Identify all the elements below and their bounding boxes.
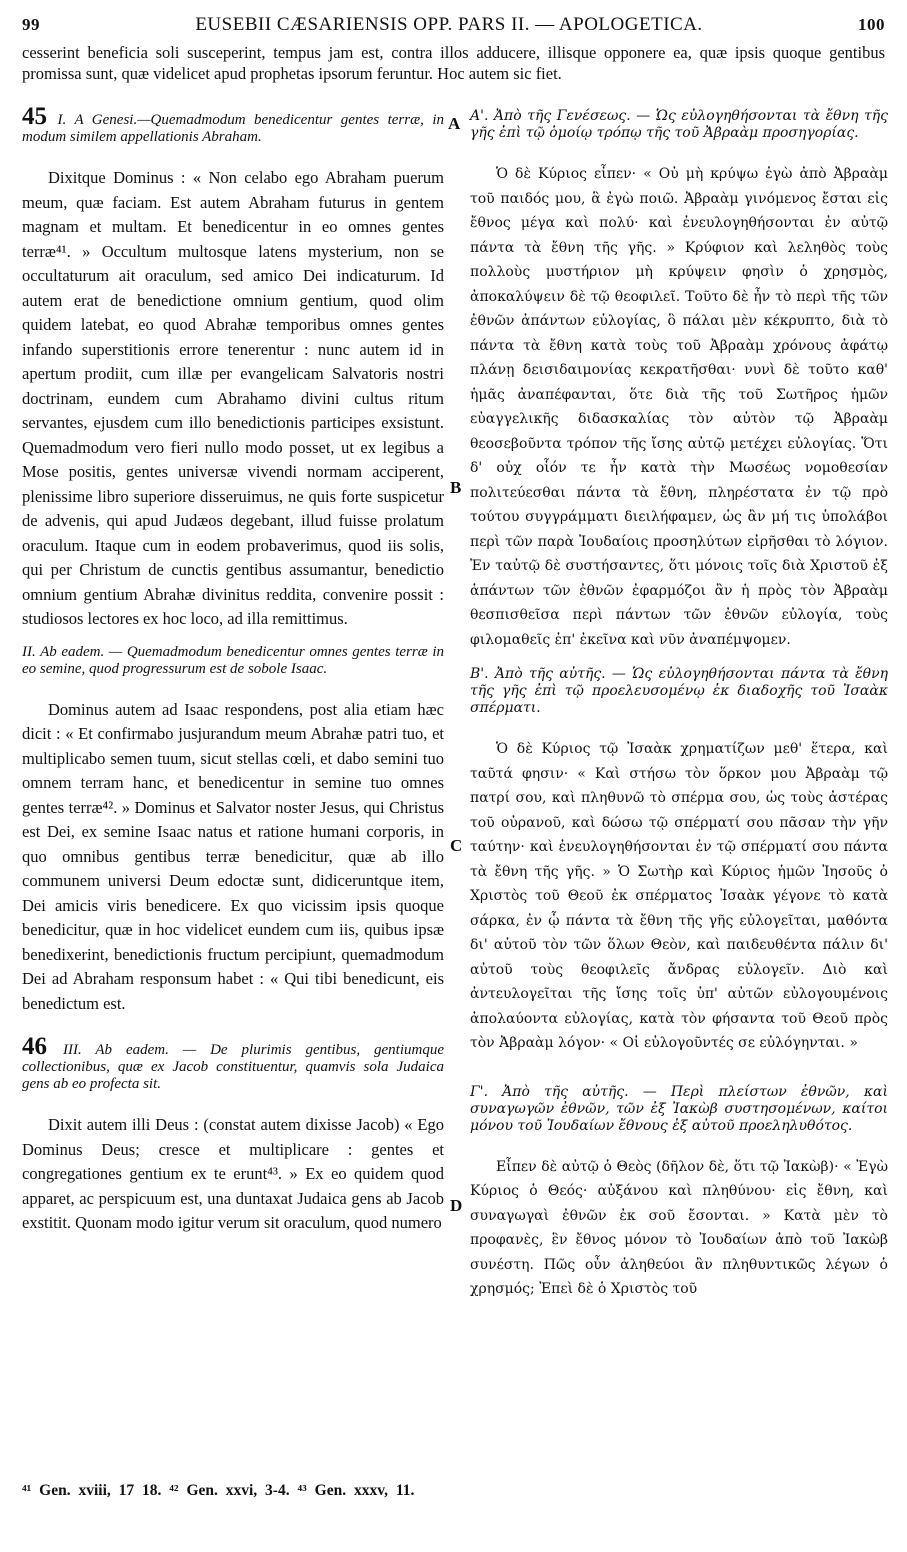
latin-section-3-heading xyxy=(22,1033,444,1093)
margin-letter-b: B xyxy=(450,478,462,497)
margin-letter-a: A xyxy=(448,114,461,133)
margin-letter-d: D xyxy=(450,1196,463,1215)
latin-section-2-text: Dominus autem ad Isaac respondens, post alia etiam hæc dicit : « Et confirmabo jusjurandum meum Abrahæ patri tuo, et multiplicabo semen tuum, sicut stellas cœli, et dabo semini tuo omnem terram hanc, et benedicentur in semine tuo omnes gentes terræ⁴². » Dominus et Salvator noster Jesus, qui Christus est Dei, ex semine Isaac natus et ratione humani corporis, in quo omnibus gentibus terræ benedicitur, quæ ab illo communem universi Deum edoctæ sunt, didiceruntque item, Dei amicis viris benedicere. Ex quo vicissim ipsis quoque benedicitur, quæ in hoc videlicet eundem cum iis, quibus ipsæ benedixerint, benedictionis fructum percipiunt, quemadmodum Dei ad Abraham responsum habet : « Qui tibi benedicunt, eis benedictum est. xyxy=(22,699,444,1013)
latin-section-1-text: Dixitque Dominus : « Non celabo ego Abraham puerum meum, quæ faciam. Est autem Abraham futurus in gentem magnam et multam. Et benedicentur in eo omnes gentes terræ⁴¹. » Occultum multosque latens mysterium, non se occultaturum ait oraculum, sed amico Dei indicaturum. Id autem erat de benedictione omnium gentium, quod olim quidem latebat, eo quod Abrahæ temporibus omnes gentes infando superstitionis errore tenerentur : nunc autem id in apertum prodiit, cum illæ per evangelicam Salvatoris nostri doctrinam, eundem cum Abrahamo divini cultus ritum servantes, ejusdem cum illo benedictionis participes exsistunt. Quemadmodum vero fieri nullo modo posset, ut ex legibus a Mose positis, gentes universæ vivendi normam acciperent, plenissime libro superiore disseruimus, ne quis forte suspicetur de advenis, qui apud Judæos degebant, illud fuisse prolatum oraculum. Itaque cum in eodem probaverimus, quod iis solis, qui per Christum de cunctis gentibus assumantur, benedictio omnium gentium Abrahæ divinitus reddita, convenire possit : studiosos lectores ex hoc loco, ad illa remittimus. xyxy=(22,168,444,628)
intro-paragraph: cesserint beneficia soli susceperint, tempus jam est, contra illos adducere, illisque opponere ea, quæ ipsis quoque gentibus promissa sunt, quæ videlicet apud prophetas ipsorum feruntur. Hoc autem sic fiet. xyxy=(22,43,885,83)
greek-section-2-heading: Β'. Ἀπὸ τῆς αὐτῆς. — Ὡς εὐλογηθήσονται πάντα τὰ ἔθνη τῆς γῆς ἐπὶ τῷ προελευσομένῳ ἐκ διαδοχῆς τοῦ Ἰσαὰκ σπέρματι. xyxy=(470,666,888,716)
greek-section-1-heading: Α'. Ἀπὸ τῆς Γενέσεως. — Ὡς εὐλογηθήσονται τὰ ἔθνη τῆς γῆς ἐπὶ τῷ ὁμοίῳ τρόπῳ τῆς τοῦ Ἀβραὰμ προσηγορίας. xyxy=(470,108,888,141)
latin-section-3-text: Dixit autem illi Deus : (constat autem dixisse Jacob) « Ego Dominus Deus; cresce et multiplicare : gentes et congregationes gentium ex te erunt⁴³. » Ex eo quidem quod apparet, ac perspicuum est, una duntaxat Judaica gens ab Jacob exstitit. Quonam modo igitur verum sit oraculum, quod numero xyxy=(22,1115,444,1232)
greek-section-1-text: Ὁ δὲ Κύριος εἶπεν· « Οὐ μὴ κρύψω ἐγὼ ἀπὸ Ἀβραὰμ τοῦ παιδός μου, ἃ ἐγὼ ποιῶ. Ἀβραὰμ γινόμενος ἔσται εἰς ἔθνος μέγα καὶ πολύ· καὶ ἐνευλογηθήσονται ἐν αὐτῷ πάντα τὰ ἔθνη τῆς γῆς. » Κρύφιον καὶ λεληθὸς τοὺς πολλοὺς μυστήριον μὴ κρύψειν φησὶν ὁ χρησμὸς, ἀποκαλύψειν δὲ τῷ θεοφιλεῖ. Τοῦτο δὲ ἦν τὸ περὶ τῆς τῶν ἐθνῶν ἁπάντων εὐλογίας, ὃ πάλαι μὲν κέκρυπτο, διὰ τὸ πάντα τὰ ἔθνη κατὰ τοὺς τοῦ Ἀβραὰμ χρόνους ἀφάτῳ πλάνῃ δεισιδαιμονίας κεκρατῆσθαι· νυνὶ δὲ τοῦτο καθ' ἡμᾶς ἀναπέφανται, ὅτε διὰ τῆς τοῦ Σωτῆρος ἡμῶν εὐαγγελικῆς διδασκαλίας τὸν αὐτὸν τῷ Ἀβραὰμ θεοσεβοῦντα τρόπον τῆς ἴσης αὐτῷ μετέχει εὐλογίας. Ὅτι δ' οὐχ οἷόν τε ἦν κατὰ τὴν Μωσέως νομοθεσίαν πολιτεύεσθαι πάντα τὰ ἔθνη, πληρέστατα ἐν τῷ πρὸ τούτου συγγράμματι διειλήφαμεν, ὡς ἂν μή τις ὑπολάβοι περὶ τῶν παρὰ Ἰουδαίοις προσηλύτων εἰρῆσθαι τὸ λόγιον. Ἐν ταὐτῷ δὲ συστήσαντες, ὅτι μόνοις τοῖς διὰ Χριστοῦ ἐξ ἁπάντων τῶν ἐθνῶν ἐφαρμόζοι ἂν ἡ πρὸς τὸν Ἀβραὰμ θεσπισθεῖσα περὶ πάντων τῶν ἐθνῶν εὐλογία, τοὺς φιλομαθεῖς ἐπ' ἐκεῖνα καὶ νῦν ἀναπέμψομεν. xyxy=(470,166,888,648)
latin-section-1-title: I. A Genesi.—Quemadmodum benedicentur gentes terræ, in modum similem appellationis Abraham. xyxy=(22,112,445,145)
greek-column xyxy=(470,108,888,1312)
greek-section-3-heading: Γ'. Ἀπὸ τῆς αὐτῆς. — Περὶ πλείστων ἐθνῶν, καὶ συναγωγῶν ἐθνῶν, τῶν ἐξ Ἰακὼβ συστησομένων, καίτοι μόνου τοῦ Ἰουδαίων ἔθνους ἐξ αὐτοῦ προεληλυθότος. xyxy=(470,1083,888,1134)
page-number-right: 100 xyxy=(857,15,885,34)
running-title: EUSEBII CÆSARIENSIS OPP. PARS II. — APOLOGETICA. xyxy=(195,14,703,35)
greek-section-2-text: Ὁ δὲ Κύριος τῷ Ἰσαὰκ χρηματίζων μεθ' ἕτερα, καὶ ταῦτά φησιν· « Καὶ στήσω τὸν ὅρκον μου Ἀβραὰμ τῷ πατρί σου, καὶ πληθυνῶ τὸ σπέρμα σου, ὡς τοὺς ἀστέρας τοῦ οὐρανοῦ, καὶ δώσω τῷ σπέρματί σου πᾶσαν τὴν γῆν ταύτην· καὶ ἐνευλογηθήσονται ἐν τῷ σπέρματί σου πάντα τὰ ἔθνη τῆς γῆς. » Ὁ Σωτὴρ καὶ Κύριος ἡμῶν Ἰησοῦς ὁ Χριστὸς τοῦ Θεοῦ ἐκ σπέρματος Ἰσαὰκ γέγονε τὸ κατὰ σάρκα, ἐν ᾧ πάντα τὰ ἔθνη τῆς γῆς εὐλογεῖται, μαθόντα δι' αὐτοῦ τὸν τῶν ὅλων Θεὸν, καὶ παιδευθέντα πάλιν δι' αὐτοῦ τοὺς θεοφιλεῖς ἄνδρας εὐλογεῖν. Διὸ καὶ ἀντευλογεῖται τῆς ἴσης τοῖς ὑπ' αὐτῶν εὐλογουμένοις ἀπολαύοντα εὐλογίας, κατὰ τὸν φήσαντα τοῦ Θεοῦ πρὸς τὸν Ἀβραὰμ λόγον· « Οἱ εὐλογοῦντές σε εὐλόγηνται. » xyxy=(470,741,888,1051)
chapter-number-45: 45 xyxy=(22,103,47,130)
latin-section-1-heading xyxy=(22,103,445,146)
latin-section-2-heading xyxy=(22,644,444,678)
latin-section-2-title: II. Ab eadem. — Quemadmodum benedicentur omnes gentes terræ in eo semine, quod progressurum est de sobole Isaac. xyxy=(22,643,444,677)
margin-letter-c: C xyxy=(450,836,463,855)
page-number-left: 99 xyxy=(22,15,40,34)
greek-section-3-text: Εἶπεν δὲ αὐτῷ ὁ Θεὸς (δῆλον δὲ, ὅτι τῷ Ἰακὼβ)· « Ἐγὼ Κύριος ὁ Θεός· αὐξάνου καὶ πληθύνου· εἰς ἔθνη, καὶ συναγωγαὶ ἐθνῶν ἐκ σοῦ ἔσονται. » Κατὰ μὲν τὸ προφανὲς, ἓν ἔθνος μόνον τὸ Ἰουδαίων ἀπὸ τοῦ Ἰακὼβ συνέστη. Πῶς οὖν ἀληθεύοι ἂν πληθυντικῶς λέγων ὁ χρησμός; Ἐπεὶ δὲ ὁ Χριστὸς τοῦ xyxy=(470,1158,888,1297)
footnotes: ⁴¹ Gen. xviii, 17 18. ⁴² Gen. xxvi, 3-4. ⁴³ Gen. xxxv, 11. xyxy=(22,1482,415,1499)
chapter-number-46: 46 xyxy=(22,1033,47,1060)
latin-column xyxy=(22,103,445,1246)
running-header xyxy=(22,14,885,40)
latin-section-3-title: III. Ab eadem. — De plurimis gentibus, gentiumque collectionibus, quæ ex Jacob constituentur, quamvis sola Judaica gens ab eo profecta sit. xyxy=(22,1042,444,1092)
